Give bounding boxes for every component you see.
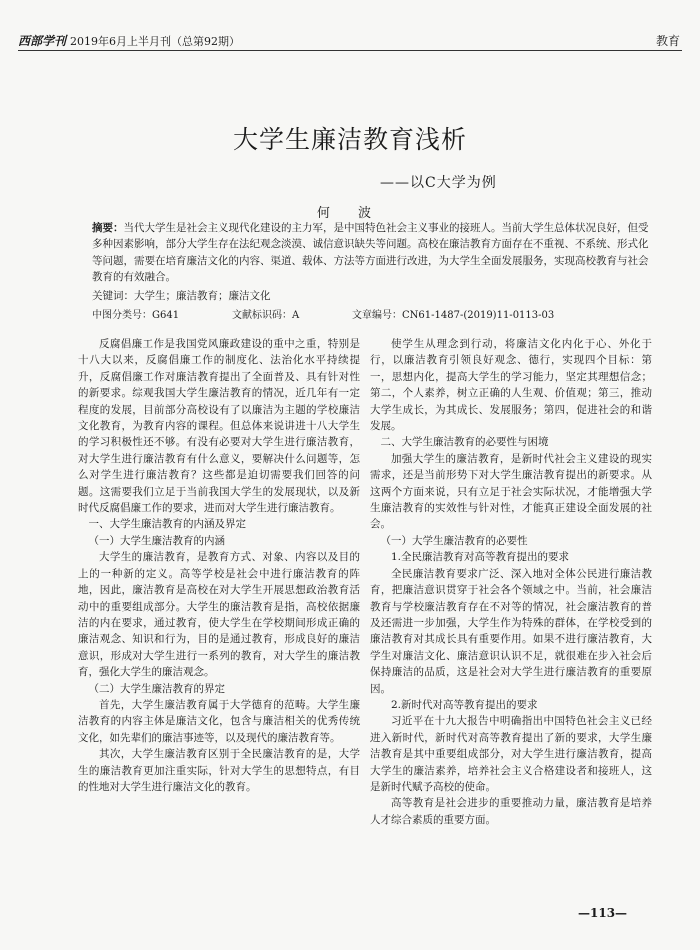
paragraph: 首先，大学生廉洁教育属于大学德育的范畴。大学生廉洁教育的内容主体是廉洁文化，包含与廉洁相关的优秀传统文化，如先辈们的廉洁事迹等，以及现代的廉洁教育等。	[78, 698, 360, 744]
abstract-label: 摘要：	[92, 222, 124, 234]
keywords: 关键词：大学生；廉洁教育；廉洁文化	[92, 290, 271, 302]
header-section: 教育	[655, 34, 680, 48]
journal-name: 西部学刊	[18, 34, 67, 48]
paragraph: 全民廉洁教育要求广泛、深入地对全体公民进行廉洁教育，把廉洁意识贯穿于社会各个领域之中。当前，社会廉洁教育与学校廉洁教育存在不对等的情况，社会廉洁教育的普及还需进一步加强，大学生作为特殊的群体，在学校受到的廉洁教育对其成长具有重要作用。如果不进行廉洁教育，大学生对廉洁文化、廉洁意识认识不足，就很难在步入社会后保持廉洁的品质，这是社会对大学生进行廉洁教育的重要原因。	[370, 567, 652, 695]
paragraph: 习近平在十九大报告中明确指出中国特色社会主义已经进入新时代，新时代对高等教育提出了新的要求，大学生廉洁教育是其中重要组成部分，对大学生进行廉洁教育，提高大学生的廉洁素养，培养社会主义合格建设者和接班人，这是新时代赋予高校的使命。	[370, 715, 652, 793]
page-number: —113—	[578, 906, 628, 920]
section-heading: （二）大学生廉洁教育的界定	[88, 682, 225, 695]
abstract	[92, 220, 652, 285]
paragraph: 使学生从理念到行动，将廉洁文化内化于心、外化于行，以廉洁教育引领良好观念、德行，实现四个目标：第一，思想内化，提高大学生的学习能力，坚定其理想信念；第二，个人素养，树立正确的人生观、价值观；第三，推动大学生成长，为其成长、发展服务；第四，促进社会的和谐发展。	[370, 338, 652, 433]
classification-line	[92, 306, 662, 322]
article-author: 何 波	[316, 206, 384, 221]
article-subtitle: ——以C大学为例	[380, 175, 497, 191]
page-header	[18, 14, 682, 51]
section-heading: （一）大学生廉洁教育的必要性	[380, 534, 528, 547]
left-column	[78, 336, 360, 795]
section-heading: 一、大学生廉洁教育的内涵及界定	[88, 518, 246, 531]
section-heading: （一）大学生廉洁教育的内涵	[88, 534, 225, 547]
paragraph: 反腐倡廉工作是我国党风廉政建设的重中之重，特别是十八大以来，反腐倡廉工作的制度化、法治化水平持续提升，反腐倡廉工作对廉洁教育提出了全面普及、具有针对性的新要求。综观我国大学生廉洁教育的情况，近几年有一定程度的发展，目前部分高校设有了以廉洁为主题的学校廉洁文化教育，为教育内容的课程。但总体来说讲进十八大学生的学习积极性还不够。有没有必要对大学生进行廉洁教育，对大学生进行廉洁教育有什么意义，要解决什么问题等，怎么对学生进行廉洁教育？这些都是迫切需要我们回答的问题。这需要我们立足于当前我国大学生的发展现状，以及新时代反腐倡廉工作的要求，进而对大学生进行廉洁教育。	[78, 338, 360, 515]
right-column	[370, 336, 652, 828]
paragraph: 加强大学生的廉洁教育，是新时代社会主义建设的现实需求，还是当前形势下对大学生廉洁教育提出的新要求。从这两个方面来说，只有立足于社会实际状况，才能增强大学生廉洁教育的实效性与针对性，才能真正建设全面发展的社会。	[370, 452, 652, 531]
paragraph: 大学生的廉洁教育，是教育方式、对象、内容以及目的上的一种新的定义。高等学校是社会中进行廉洁教育的阵地，因此，廉洁教育是高校在对大学生开展思想政治教育活动中的重要组成部分。大学生的廉洁教育是指，高校依据廉洁的内在要求，通过教育，使大学生在学校期间形成正确的廉洁观念、知识和行为，目的是通过教育，形成良好的廉洁意识，形成对大学生进行一系列的教育，对大学生的廉洁教育，强化大学生的廉洁观念。	[78, 551, 360, 679]
journal-issue: 2019年6月上半月刊（总第92期）	[70, 35, 241, 48]
abstract-text: 当代大学生是社会主义现代化建设的主力军，是中国特色社会主义事业的接班人。当前大学生总体状况良好，但受多种因素影响，部分大学生存在法纪观念淡漠、诚信意识缺失等问题。高校在廉洁教育方面存在不重视、不系统、形式化等问题，需要在培育廉洁文化的内容、渠道、载体、方法等方面进行改进，为大学生全面发展服务，实现高校教育与社会教育的有效融合。	[92, 222, 649, 283]
section-heading: 二、大学生廉洁教育的必要性与困境	[380, 436, 549, 449]
article-number: 文章编号：CN61-1487-(2019)11-0113-03	[352, 310, 555, 321]
header-journal-info	[18, 32, 240, 49]
paragraph: 其次，大学生廉洁教育区别于全民廉洁教育的是，大学生的廉洁教育更加注重实际，针对大学生的思想特点，有目的性地对大学生进行廉洁文化的教育。	[78, 748, 360, 793]
document-code: 文献标识码：A	[232, 310, 300, 321]
article-title: 大学生廉洁教育浅析	[232, 125, 467, 154]
paragraph: 高等教育是社会进步的重要推动力量，廉洁教育是培养人才综合素质的重要方面。	[370, 797, 652, 826]
section-heading: 1.全民廉洁教育对高等教育提出的要求	[391, 551, 570, 564]
clc-number: 中图分类号：G641	[92, 310, 180, 321]
section-heading: 2.新时代对高等教育提出的要求	[391, 698, 538, 711]
